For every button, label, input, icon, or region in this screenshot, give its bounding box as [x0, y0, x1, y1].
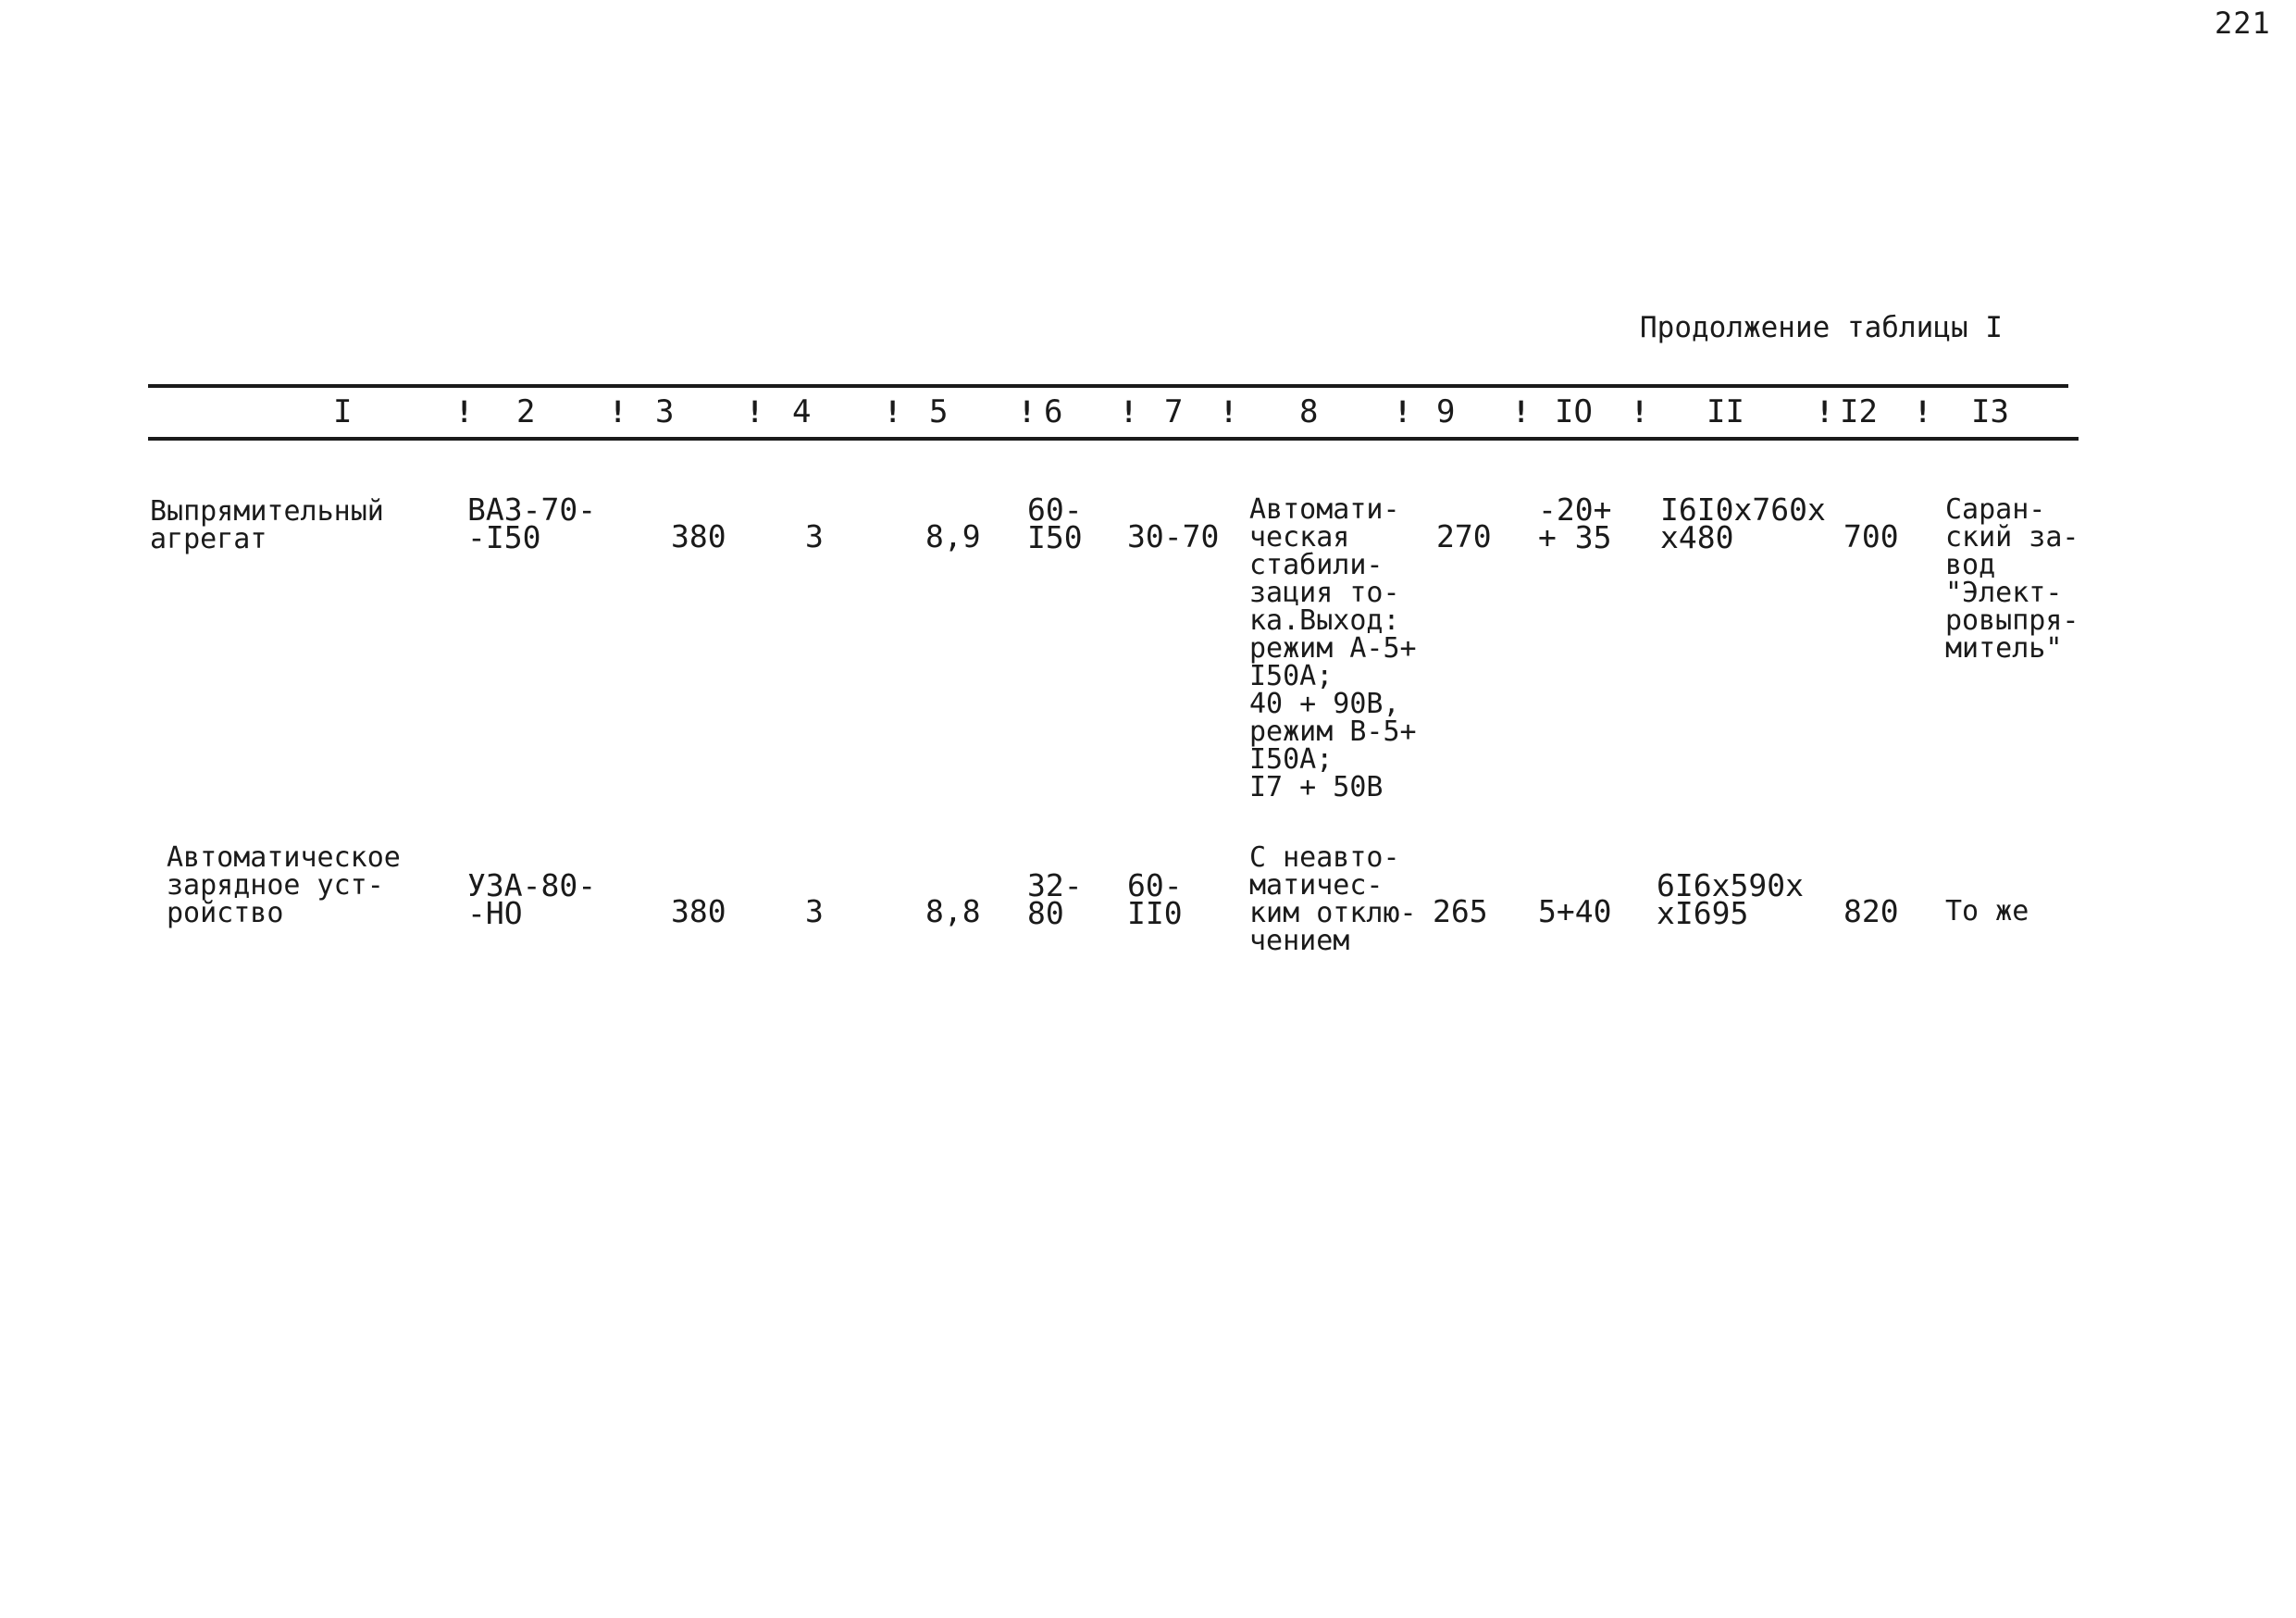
cell-col4: 3: [805, 518, 824, 554]
cell-col4: 3: [805, 893, 824, 929]
table-header-rule: [148, 437, 2079, 441]
column-separator: !: [1120, 394, 1138, 429]
column-header: 5: [929, 393, 949, 430]
cell-name: Выпрямительный агрегат: [150, 495, 384, 555]
column-header: I2: [1840, 393, 1878, 430]
column-header: 8: [1299, 393, 1319, 430]
column-header: 6: [1044, 393, 1063, 430]
cell-col11: I6I0x760x x480: [1660, 492, 1826, 555]
cell-col13: Саран- ский за- вод "Элект- ровыпря- митель": [1945, 493, 2079, 665]
column-separator: !: [1816, 394, 1834, 429]
cell-col12: 700: [1843, 518, 1899, 554]
cell-col9: 270: [1436, 518, 1492, 554]
cell-col6: 60- I50: [1027, 492, 1083, 555]
column-separator: !: [1914, 394, 1932, 429]
table-header: [0, 388, 2296, 437]
cell-type: УЗА-80- -НО: [467, 867, 597, 931]
column-header: I: [333, 393, 353, 430]
column-header: II: [1706, 393, 1744, 430]
cell-col8: Автомати- ческая стабили- зация то- ка.Выход: режим А-5+ I50А; 40 + 90В, режим В-5+ I50А; I7 + 50В: [1249, 493, 1417, 803]
cell-col12: 820: [1843, 893, 1899, 929]
cell-col6: 32- 80: [1027, 867, 1083, 931]
cell-col10: 5+40: [1538, 893, 1612, 929]
cell-type: ВАЗ-70- -I50: [467, 492, 597, 555]
cell-col5: 8,9: [925, 518, 981, 554]
column-separator: !: [1018, 394, 1036, 429]
cell-col13: То же: [1945, 895, 2029, 927]
cell-col5: 8,8: [925, 893, 981, 929]
column-header: 4: [792, 393, 812, 430]
column-header: 7: [1164, 393, 1184, 430]
cell-col7: 30-70: [1127, 518, 1220, 554]
column-header: IO: [1555, 393, 1593, 430]
cell-col11: 6I6x590x xI695: [1657, 867, 1804, 931]
cell-col3: 380: [671, 893, 726, 929]
column-separator: !: [1631, 394, 1649, 429]
cell-col7: 60- II0: [1127, 867, 1183, 931]
page-number: 221: [2215, 6, 2271, 41]
column-separator: !: [1394, 394, 1412, 429]
cell-col9: 265: [1433, 893, 1488, 929]
column-separator: !: [609, 394, 627, 429]
column-separator: !: [455, 394, 474, 429]
column-separator: !: [1512, 394, 1531, 429]
cell-col10: -20+ + 35: [1538, 492, 1612, 555]
column-header: I3: [1971, 393, 2009, 430]
table-caption: Продолжение таблицы I: [1640, 311, 2003, 344]
column-header: 2: [516, 393, 536, 430]
column-separator: !: [1220, 394, 1238, 429]
cell-col8: С неавто- матичес- ким отклю- чением: [1249, 841, 1417, 957]
cell-name: Автоматическое зарядное уст- ройство: [167, 841, 401, 929]
column-header: 3: [655, 393, 675, 430]
column-separator: !: [884, 394, 902, 429]
column-separator: !: [746, 394, 764, 429]
cell-col3: 380: [671, 518, 726, 554]
column-header: 9: [1436, 393, 1456, 430]
